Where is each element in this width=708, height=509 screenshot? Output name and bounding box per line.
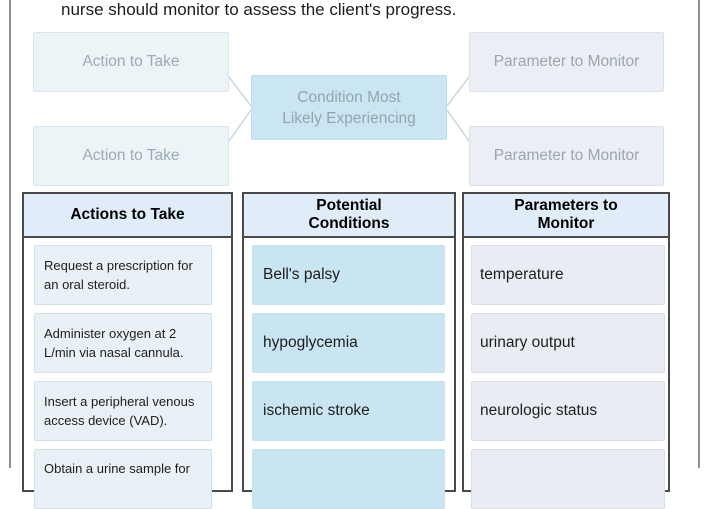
dropzone-label: Parameter to Monitor	[493, 147, 640, 164]
column-header-label: Actions to Take	[70, 206, 185, 223]
column-header-label: Potential Conditions	[308, 197, 390, 232]
tile-label: temperature	[480, 266, 564, 283]
parameter-option-tile[interactable]	[471, 381, 665, 441]
dropzone-action-to-take-2[interactable]	[33, 126, 229, 186]
condition-option-tile[interactable]	[252, 245, 445, 305]
tile-label: Bell's palsy	[263, 266, 341, 283]
column-body	[24, 238, 231, 509]
dropzone-label: Action to Take	[82, 147, 180, 164]
condition-option-tile[interactable]	[252, 449, 445, 509]
tile-label: neurologic status	[480, 402, 598, 419]
dropzone-label: Condition Most Likely Experiencing	[282, 88, 416, 127]
condition-option-tile[interactable]	[252, 313, 445, 373]
tile-label: Administer oxygen at 2 L/min via nasal cannula.	[44, 326, 184, 360]
tile-label: Obtain a urine sample for	[44, 461, 190, 476]
column-header	[464, 194, 668, 238]
dropzone-label: Parameter to Monitor	[493, 53, 640, 70]
column-header-label: Parameters to Monitor	[514, 197, 618, 232]
column-actions-to-take	[22, 192, 233, 492]
column-body	[244, 238, 454, 509]
dropzone-label: Action to Take	[82, 53, 180, 70]
column-potential-conditions	[242, 192, 456, 492]
dropzone-parameter-to-monitor-2[interactable]	[469, 126, 664, 186]
action-option-tile[interactable]	[34, 313, 212, 373]
tile-label: Insert a peripheral venous access device (VAD).	[44, 394, 195, 428]
column-header	[244, 194, 454, 238]
tile-label: Request a prescription for an oral steroid.	[44, 258, 193, 292]
parameter-option-tile[interactable]	[471, 313, 665, 373]
tile-label: urinary output	[480, 334, 575, 351]
action-option-tile[interactable]	[34, 381, 212, 441]
dropzone-action-to-take-1[interactable]	[33, 32, 229, 92]
instruction-text: nurse should monitor to assess the client's progress.	[61, 0, 457, 19]
tile-label: ischemic stroke	[263, 402, 370, 419]
column-parameters-to-monitor	[462, 192, 670, 492]
column-header	[24, 194, 231, 238]
dropzone-condition-most-likely[interactable]	[251, 75, 447, 140]
tile-label: hypoglycemia	[263, 334, 358, 351]
dropzone-parameter-to-monitor-1[interactable]	[469, 32, 664, 92]
parameter-option-tile[interactable]	[471, 449, 665, 509]
action-option-tile[interactable]	[34, 449, 212, 509]
action-option-tile[interactable]	[34, 245, 212, 305]
parameter-option-tile[interactable]	[471, 245, 665, 305]
column-body	[464, 238, 668, 509]
condition-option-tile[interactable]	[252, 381, 445, 441]
